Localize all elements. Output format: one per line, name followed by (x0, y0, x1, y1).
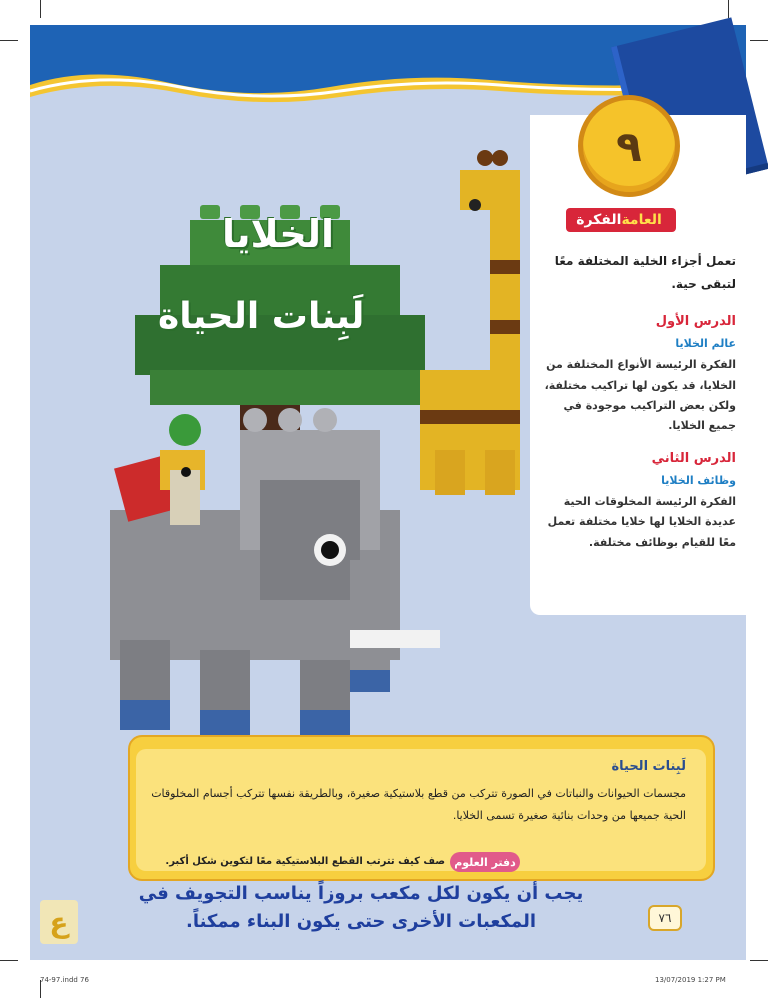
side-content (540, 250, 736, 553)
lesson1-body: الفكرة الرئيسة الأنواع المختلفة من الخلايا، قد يكون لها تراكيب مختلفة، ولكن بعض التراكيب موجودة في جميع الخلايا. (544, 358, 736, 433)
info-body: مجسمات الحيوانات والنباتات في الصورة تتركب من قطع بلاستيكية صغيرة، وبالطريقة نفسها تتركب أجسام المخلوقات الحية جميعها من وحدات بنائية صغيرة تسمى الخلايا. (151, 787, 686, 822)
lesson2-subtitle: وظائف الخلايا (661, 474, 736, 488)
footer-date: 13/07/2019 1:27 PM (655, 976, 726, 984)
info-heading: لَبِنات الحياة (611, 759, 686, 774)
science-notebook-prompt: صف كيف تترتب القطع البلاستيكية معًا لتكوين شكل أكبر. (165, 856, 445, 867)
big-idea-tag (566, 208, 676, 232)
lego-giraffe (420, 150, 520, 495)
lego-bird (114, 414, 205, 525)
science-notebook-label: دفتر العلوم (450, 852, 520, 872)
lesson1-title: الدرس الأول (655, 313, 736, 329)
lesson2-body: الفكرة الرئيسة المخلوقات الحية عديدة الخلايا لها خلايا مختلفة تعمل معًا للقيام بوظائف مختلفة. (547, 495, 736, 549)
big-idea-tag-word1: الفكرة (576, 212, 622, 228)
chapter-title-line1: الخلايا (222, 212, 335, 256)
publisher-logo: ع (40, 900, 78, 944)
page-number: ٧٦ (648, 905, 682, 931)
lesson1-subtitle: عالم الخلايا (675, 337, 736, 351)
chapter-title-line2: لَبِنات الحياة (158, 296, 365, 337)
lesson2-title: الدرس الثاني (651, 450, 736, 466)
answer-overlay-text: يجب أن يكون لكل مكعب بروزاً يناسب التجويف في المكعبات الأخرى حتى يكون البناء ممكناً. (138, 883, 584, 932)
info-box-inner (136, 749, 706, 871)
big-idea-text: تعمل أجزاء الخلية المختلفة معًا لتبقى حية. (554, 254, 736, 291)
footer-file: 74-97.indd 76 (40, 976, 89, 984)
chapter-number-badge: ٩ (578, 95, 680, 197)
big-idea-tag-word2: العامة (621, 212, 662, 228)
